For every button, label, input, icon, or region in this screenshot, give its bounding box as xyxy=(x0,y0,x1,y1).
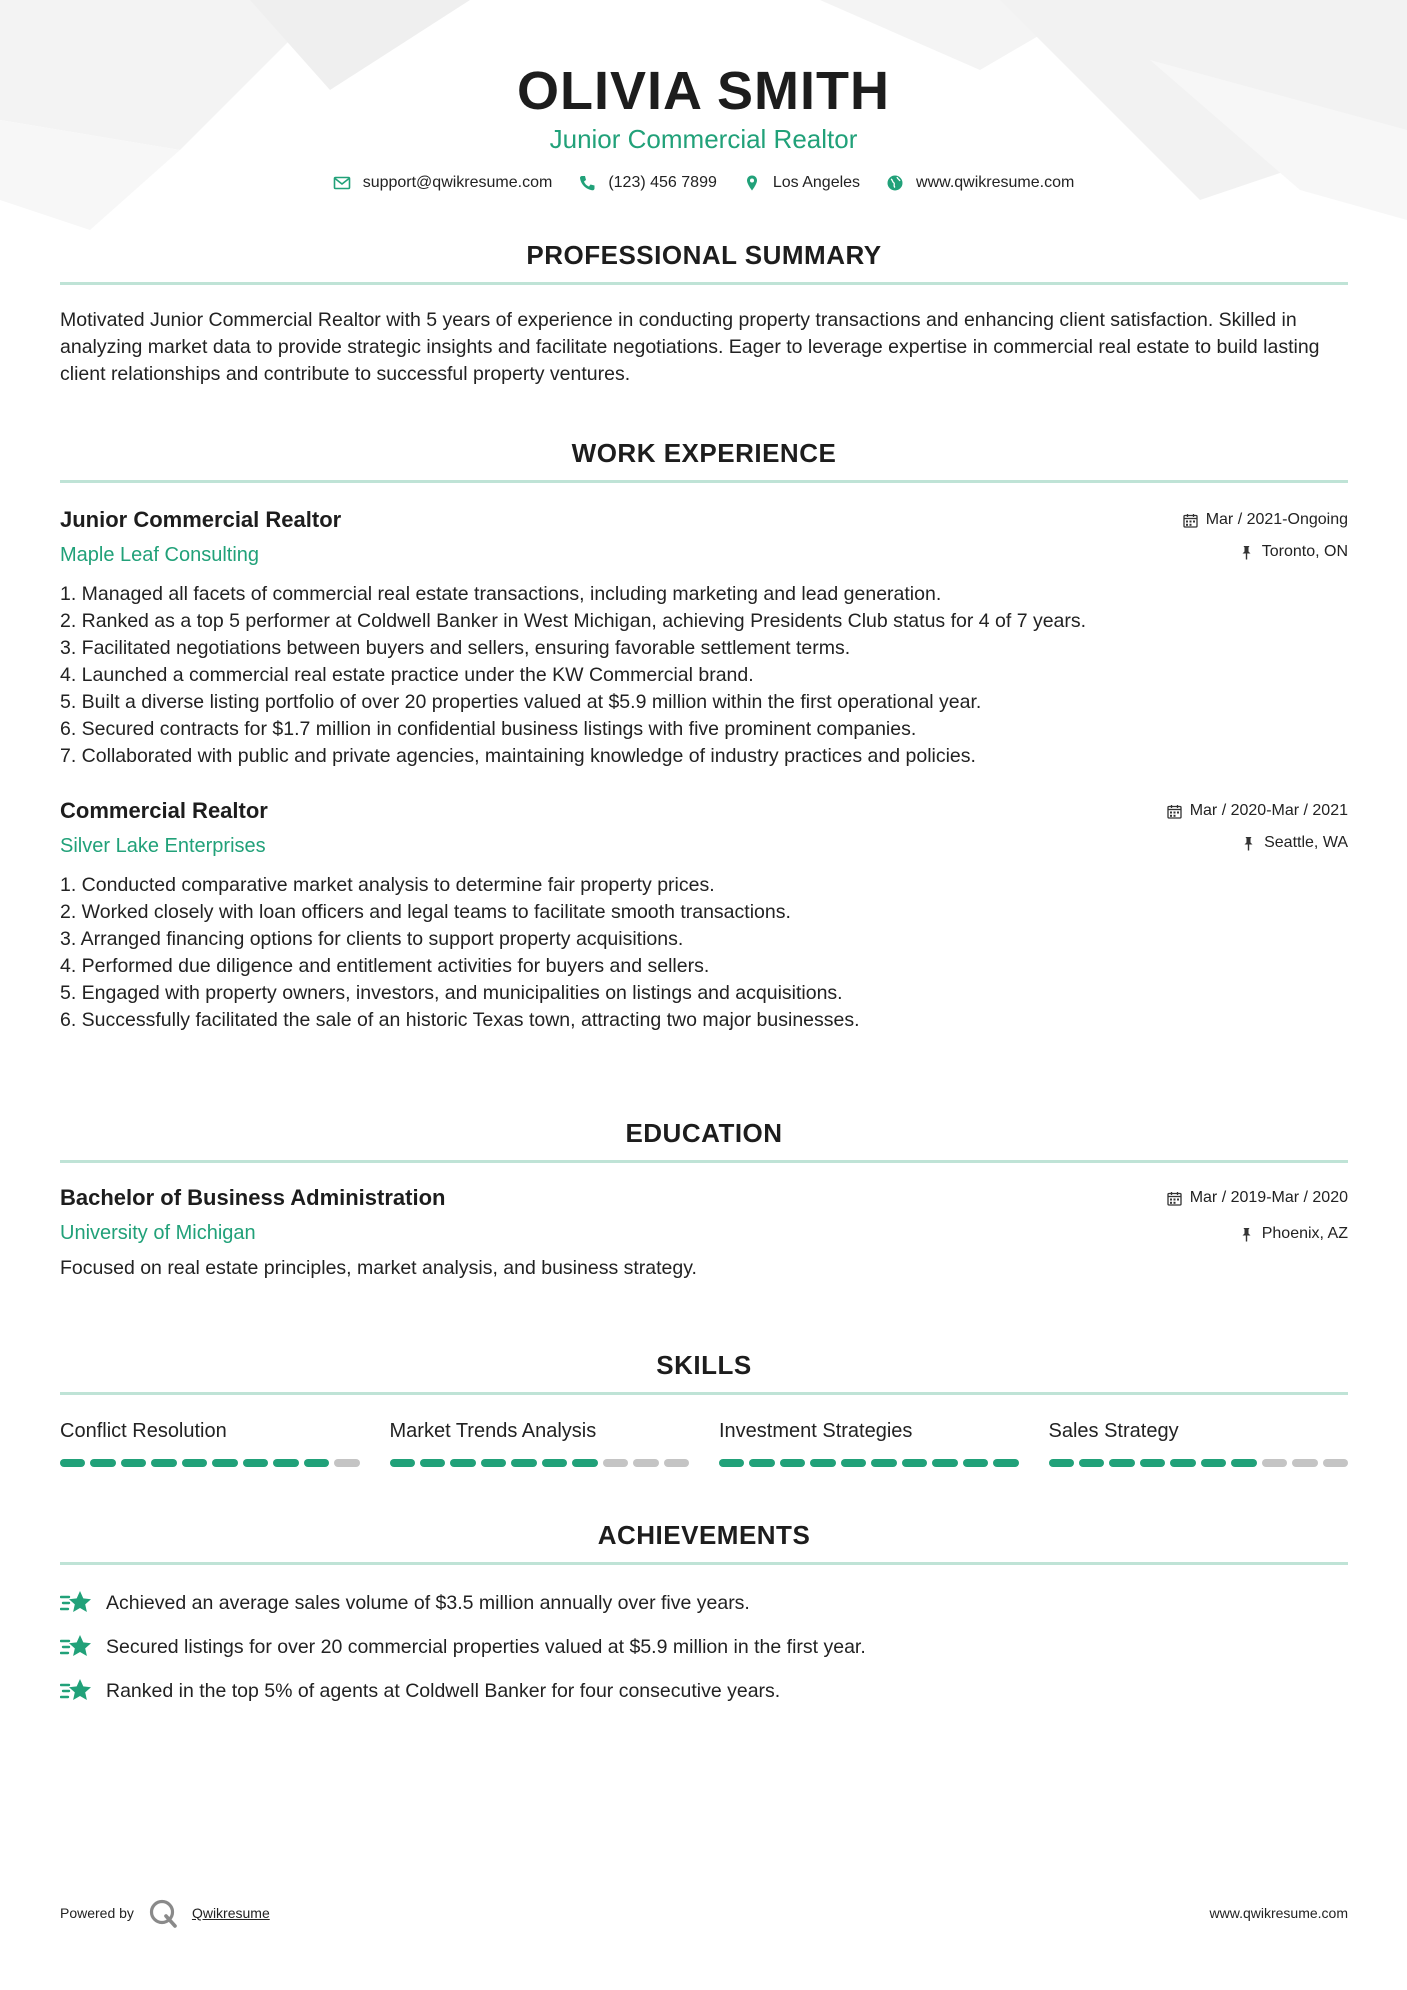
skill-item xyxy=(719,1417,1019,1467)
achievement-item xyxy=(60,1631,1348,1663)
job-company: Silver Lake Enterprises xyxy=(60,835,266,857)
job-title: Commercial Realtor xyxy=(60,798,268,823)
skill-segment-filled xyxy=(212,1459,237,1467)
skill-segment-filled xyxy=(719,1459,744,1467)
list-item: 6. Successfully facilitated the sale of an historic Texas town, attracting two major businesses. xyxy=(60,1009,860,1031)
list-item: 1. Managed all facets of commercial real estate transactions, including marketing and lead generation. xyxy=(60,583,942,605)
footer xyxy=(60,1898,1348,1928)
map-pin-icon xyxy=(743,174,761,192)
candidate-name: OLIVIA SMITH xyxy=(517,61,890,121)
skill-level-bar xyxy=(1049,1459,1349,1467)
list-item: 5. Engaged with property owners, investors, and municipalities on listings and acquisitions. xyxy=(60,982,843,1004)
skill-segment-filled xyxy=(243,1459,268,1467)
footer-branding xyxy=(60,1898,270,1928)
skill-segment-filled xyxy=(1231,1459,1256,1467)
skill-segment-empty xyxy=(1323,1459,1348,1467)
skill-segment-filled xyxy=(749,1459,774,1467)
star-achievement-icon xyxy=(60,1677,92,1705)
qwikresume-logo-icon xyxy=(148,1898,178,1928)
job-location-text: Seattle, WA xyxy=(1264,834,1348,851)
skill-segment-filled xyxy=(481,1459,506,1467)
education-section xyxy=(60,1116,1348,1282)
skill-segment-empty xyxy=(1262,1459,1287,1467)
education-heading: EDUCATION xyxy=(625,1118,783,1148)
job-entry xyxy=(60,796,1348,1034)
contact-phone-text: (123) 456 7899 xyxy=(608,174,717,191)
list-item: 2. Worked closely with loan officers and legal teams to facilitate smooth transactions. xyxy=(60,901,791,923)
skill-segment-filled xyxy=(151,1459,176,1467)
job-location-text: Toronto, ON xyxy=(1261,543,1348,560)
star-achievement-icon xyxy=(60,1589,92,1617)
education-meta xyxy=(1167,1187,1348,1245)
skill-segment-filled xyxy=(273,1459,298,1467)
achievements-heading: ACHIEVEMENTS xyxy=(597,1520,811,1550)
list-item: 7. Collaborated with public and private agencies, maintaining knowledge of industry practices and policies. xyxy=(60,745,976,767)
summary-heading: PROFESSIONAL SUMMARY xyxy=(526,240,882,270)
contact-email-text: support@qwikresume.com xyxy=(362,174,553,191)
summary-section xyxy=(60,238,1348,388)
skill-segment-empty xyxy=(633,1459,658,1467)
achievement-text: Secured listings for over 20 commercial properties valued at $5.9 million in the first year. xyxy=(106,1635,866,1658)
list-item: 5. Built a diverse listing portfolio of over 20 properties valued at $5.9 million within the first operational year. xyxy=(60,691,982,713)
list-item: 2. Ranked as a top 5 performer at Coldwell Banker in West Michigan, achieving Presidents Club status for 4 of 7 years. xyxy=(60,610,1087,632)
list-item: 3. Arranged financing options for clients to support property acquisitions. xyxy=(60,928,684,950)
skill-segment-filled xyxy=(1049,1459,1074,1467)
job-location xyxy=(1183,541,1348,563)
achievements-list xyxy=(60,1587,1348,1707)
education-location-text: Phoenix, AZ xyxy=(1261,1225,1348,1242)
skill-segment-filled xyxy=(1079,1459,1104,1467)
contact-bar xyxy=(0,174,1407,192)
achievement-text: Achieved an average sales volume of $3.5 million annually over five years. xyxy=(106,1591,750,1614)
qwikresume-link[interactable]: Qwikresume xyxy=(191,1905,270,1921)
summary-text: Motivated Junior Commercial Realtor with 5 years of experience in conducting property transactions and enhancing client satisfaction. Skilled in analyzing market data to provide strategic insights and facilitate negotiations. Eager to leverage expertise in commercial real estate to build lasting client relationships and contribute to successful property ventures. xyxy=(60,309,1320,385)
skill-segment-filled xyxy=(390,1459,415,1467)
job-dates-text: Mar / 2020-Mar / 2021 xyxy=(1189,802,1348,819)
skill-segment-empty xyxy=(664,1459,689,1467)
skill-segment-filled xyxy=(1170,1459,1195,1467)
list-item: 6. Secured contracts for $1.7 million in confidential business listings with five prominent companies. xyxy=(60,718,917,740)
skill-segment-filled xyxy=(60,1459,85,1467)
section-divider xyxy=(60,282,1348,285)
skill-segment-filled xyxy=(121,1459,146,1467)
skill-segment-empty xyxy=(1292,1459,1317,1467)
job-meta xyxy=(1167,800,1348,854)
skill-segment-filled xyxy=(780,1459,805,1467)
skill-item xyxy=(390,1417,690,1467)
achievement-text: Ranked in the top 5% of agents at Coldwell Banker for four consecutive years. xyxy=(106,1679,781,1702)
skill-item xyxy=(1049,1417,1349,1467)
section-divider xyxy=(60,1392,1348,1395)
skill-segment-filled xyxy=(511,1459,536,1467)
skill-segment-filled xyxy=(450,1459,475,1467)
education-dates xyxy=(1167,1187,1348,1209)
job-entry xyxy=(60,505,1348,770)
skill-segment-filled xyxy=(182,1459,207,1467)
education-location xyxy=(1167,1223,1348,1245)
candidate-title: Junior Commercial Realtor xyxy=(549,124,858,154)
star-achievement-icon xyxy=(60,1633,92,1661)
list-item: 4. Performed due diligence and entitlement activities for buyers and sellers. xyxy=(60,955,710,977)
job-dates-text: Mar / 2021-Ongoing xyxy=(1205,511,1348,528)
skill-segment-filled xyxy=(420,1459,445,1467)
calendar-icon xyxy=(1167,804,1182,819)
list-item: 1. Conducted comparative market analysis to determine fair property prices. xyxy=(60,874,715,896)
skill-segment-filled xyxy=(871,1459,896,1467)
skill-segment-filled xyxy=(572,1459,597,1467)
list-item: 3. Facilitated negotiations between buyers and sellers, ensuring favorable settlement terms. xyxy=(60,637,851,659)
contact-location-text: Los Angeles xyxy=(772,174,861,191)
job-bullets xyxy=(60,581,1348,770)
skill-level-bar xyxy=(719,1459,1019,1467)
job-title: Junior Commercial Realtor xyxy=(60,507,342,532)
education-description: Focused on real estate principles, market analysis, and business strategy. xyxy=(60,1257,697,1279)
section-divider xyxy=(60,480,1348,483)
pushpin-icon xyxy=(1241,836,1256,851)
education-dates-text: Mar / 2019-Mar / 2020 xyxy=(1189,1189,1348,1206)
skill-segment-empty xyxy=(334,1459,359,1467)
job-company: Maple Leaf Consulting xyxy=(60,544,260,566)
contact-email[interactable] xyxy=(333,174,553,192)
skill-segment-filled xyxy=(902,1459,927,1467)
skill-segment-filled xyxy=(993,1459,1018,1467)
skill-level-bar xyxy=(60,1459,360,1467)
skill-name: Investment Strategies xyxy=(719,1420,913,1442)
powered-by-label: Powered by xyxy=(60,1905,134,1921)
skill-segment-filled xyxy=(1109,1459,1134,1467)
section-divider xyxy=(60,1160,1348,1163)
pushpin-icon xyxy=(1239,545,1254,560)
skills-heading: SKILLS xyxy=(656,1350,752,1380)
skill-name: Sales Strategy xyxy=(1048,1420,1179,1442)
achievements-section xyxy=(60,1518,1348,1719)
education-entry xyxy=(60,1183,1348,1282)
contact-website-text: www.qwikresume.com xyxy=(916,174,1075,191)
school-name: University of Michigan xyxy=(60,1222,256,1244)
footer-website[interactable]: www.qwikresume.com xyxy=(1209,1905,1348,1921)
globe-icon xyxy=(886,174,904,192)
degree-title: Bachelor of Business Administration xyxy=(60,1185,446,1210)
skill-name: Conflict Resolution xyxy=(60,1420,227,1442)
contact-phone[interactable] xyxy=(578,174,717,192)
skill-segment-filled xyxy=(304,1459,329,1467)
calendar-icon xyxy=(1167,1191,1182,1206)
skill-segment-filled xyxy=(841,1459,866,1467)
achievement-item xyxy=(60,1587,1348,1619)
contact-location xyxy=(743,174,860,192)
job-location xyxy=(1167,832,1348,854)
phone-icon xyxy=(578,174,596,192)
skill-level-bar xyxy=(390,1459,690,1467)
job-bullets xyxy=(60,872,1348,1034)
list-item: 4. Launched a commercial real estate practice under the KW Commercial brand. xyxy=(60,664,754,686)
skill-segment-filled xyxy=(1201,1459,1226,1467)
experience-heading: WORK EXPERIENCE xyxy=(571,438,837,468)
resume-header xyxy=(0,56,1407,192)
pushpin-icon xyxy=(1239,1227,1254,1242)
skill-segment-empty xyxy=(603,1459,628,1467)
skill-segment-filled xyxy=(542,1459,567,1467)
job-dates xyxy=(1167,800,1348,822)
achievement-item xyxy=(60,1675,1348,1707)
skill-segment-filled xyxy=(90,1459,115,1467)
skill-item xyxy=(60,1417,360,1467)
section-divider xyxy=(60,1562,1348,1565)
job-meta xyxy=(1183,509,1348,563)
skills-row xyxy=(60,1417,1348,1467)
job-dates xyxy=(1183,509,1348,531)
skills-section xyxy=(60,1348,1348,1467)
skill-segment-filled xyxy=(932,1459,957,1467)
skill-segment-filled xyxy=(810,1459,835,1467)
skill-segment-filled xyxy=(1140,1459,1165,1467)
calendar-icon xyxy=(1183,513,1198,528)
contact-website[interactable] xyxy=(886,174,1074,192)
skill-name: Market Trends Analysis xyxy=(389,1420,597,1442)
experience-section xyxy=(60,436,1348,1034)
envelope-icon xyxy=(333,174,351,192)
skill-segment-filled xyxy=(963,1459,988,1467)
